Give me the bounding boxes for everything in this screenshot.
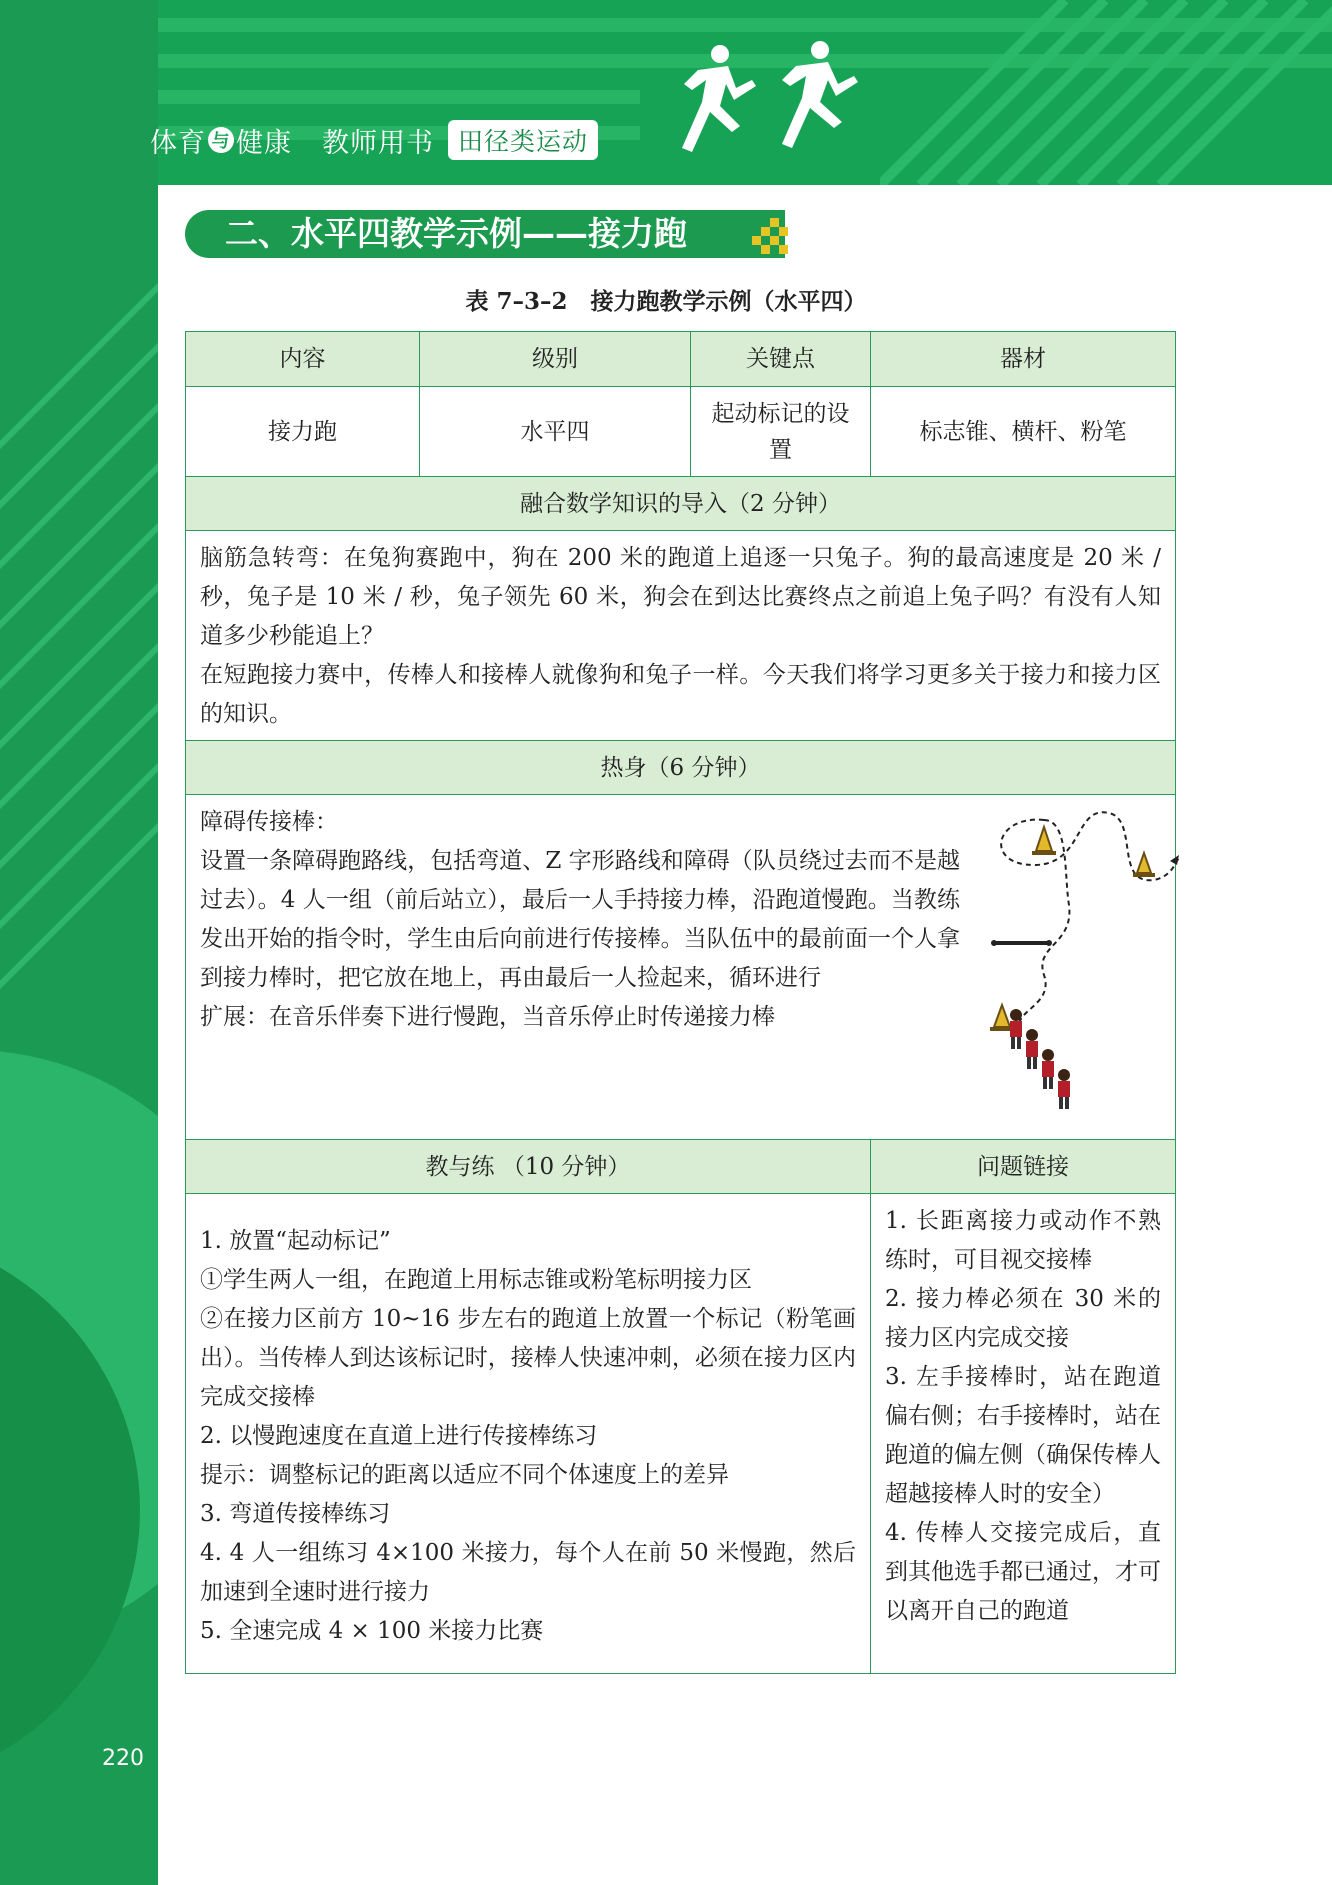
practice-line: ①学生两人一组，在跑道上用标志锥或粉笔标明接力区 <box>200 1267 752 1293</box>
practice-line: ②在接力区前方 10~16 步左右的跑道上放置一个标记（粉笔画出）。当传棒人到达该标记时，接棒人快速冲刺，必须在接力区内完成交接棒 <box>200 1306 856 1410</box>
header-title-2: 健康 <box>236 127 292 159</box>
practice-line: 3. 弯道传接棒练习 <box>200 1501 391 1527</box>
course-path-top <box>1001 812 1179 880</box>
book-header <box>150 120 598 160</box>
warmup-paragraph: 设置一条障碍跑路线，包括弯道、Z 字形路线和障碍（队员绕过去而不是越过去）。4 人一组（前后站立），最后一人手持接力棒，沿跑道慢跑。当教练发出开始的指令时，学生由后向前进行传接棒。当队伍中的最前面一个人拿到接力棒时，把它放在地上，再由最后一人捡起来，循环进行 <box>200 848 960 991</box>
practice-line: 5. 全速完成 4 × 100 米接力比赛 <box>200 1618 544 1644</box>
section-title: 二、水平四教学示例——接力跑 <box>185 210 785 258</box>
value-cell-keypoint: 起动标记的设置 <box>690 387 870 476</box>
intro-title: 融合数学知识的导入（2 分钟） <box>520 490 841 517</box>
decor-squares-icon <box>752 218 788 254</box>
warmup-paragraph: 扩展：在音乐伴奏下进行慢跑，当音乐停止时传递接力棒 <box>200 1004 775 1030</box>
problem-line: 3. 左手接棒时，站在跑道偏右侧；右手接棒时，站在跑道的偏左侧（确保传棒人超越接棒人时的安全） <box>885 1364 1161 1507</box>
page-number: 220 <box>102 1746 144 1771</box>
problem-line: 1. 长距离接力或动作不熟练时，可目视交接棒 <box>885 1208 1161 1273</box>
table-value-row <box>185 387 1176 477</box>
problem-line: 2. 接力棒必须在 30 米的接力区内完成交接 <box>885 1286 1161 1351</box>
warmup-title-row <box>185 741 1176 795</box>
value-cell-equipment: 标志锥、横杆、粉笔 <box>870 387 1175 476</box>
problem-text <box>870 1194 1175 1673</box>
student-icon <box>1058 1069 1070 1109</box>
intro-text <box>186 531 1175 740</box>
student-icon <box>1010 1009 1022 1049</box>
table-header-row <box>185 331 1176 387</box>
practice-line: 提示：调整标记的距离以适应不同个体速度上的差异 <box>200 1462 729 1488</box>
header-cell-level: 级别 <box>419 332 690 386</box>
intro-paragraph: 脑筋急转弯：在兔狗赛跑中，狗在 200 米的跑道上追逐一只兔子。狗的最高速度是 20 米 / 秒，兔子是 10 米 / 秒，兔子领先 60 米，狗会在到达比赛终点之前追上兔子吗？有没有人知道多少秒能追上？ <box>200 545 1161 649</box>
practice-title: 教与练 （10 分钟） <box>425 1153 631 1180</box>
practice-line: 2. 以慢跑速度在直道上进行传接棒练习 <box>200 1423 598 1449</box>
diagonal-stripes <box>880 0 1332 185</box>
warmup-title: 热身（6 分钟） <box>600 754 761 781</box>
intro-title-row <box>185 477 1176 531</box>
hurdle-bar-icon <box>991 940 1052 946</box>
header-cell-content: 内容 <box>279 346 326 372</box>
header-cell-keypoint: 关键点 <box>690 332 870 386</box>
problem-line: 4. 传棒人交接完成后，直到其他选手都已通过，才可以离开自己的跑道 <box>885 1520 1161 1624</box>
arrow-head-icon <box>1170 855 1179 865</box>
chapter-chip: 田径类运动 <box>448 120 598 160</box>
warmup-paragraph: 障碍传接棒： <box>200 809 338 835</box>
student-icon <box>1026 1029 1038 1069</box>
cone-icon <box>1133 853 1155 877</box>
header-yu-badge: 与 <box>208 127 234 153</box>
value-cell-content: 接力跑 <box>268 418 337 445</box>
header-title-3: 教师用书 <box>322 127 434 159</box>
practice-text <box>186 1194 870 1673</box>
student-icon <box>1042 1049 1054 1089</box>
header-cell-equipment: 器材 <box>870 332 1175 386</box>
practice-line: 1. 放置“起动标记” <box>200 1228 391 1254</box>
warmup-body-row <box>185 795 1176 1140</box>
cone-icon <box>1032 827 1056 855</box>
warmup-text <box>186 795 974 1139</box>
problem-title: 问题链接 <box>870 1140 1175 1193</box>
practice-body-row <box>185 1194 1176 1674</box>
value-cell-level: 水平四 <box>419 387 690 476</box>
intro-body-row <box>185 531 1176 741</box>
lesson-table <box>185 331 1176 1674</box>
practice-title-row <box>185 1140 1176 1194</box>
header-title-1: 体育 <box>150 127 206 159</box>
obstacle-course-figure <box>974 795 1194 1139</box>
obstacle-course-diagram <box>974 795 1194 1125</box>
practice-line: 4. 4 人一组练习 4×100 米接力，每个人在前 50 米慢跑，然后加速到全速时进行接力 <box>200 1540 856 1605</box>
table-caption: 表 7–3–2 接力跑教学示例（水平四） <box>465 288 867 315</box>
runners-icon <box>640 40 880 160</box>
intro-paragraph: 在短跑接力赛中，传棒人和接棒人就像狗和兔子一样。今天我们将学习更多关于接力和接力区的知识。 <box>200 662 1161 727</box>
